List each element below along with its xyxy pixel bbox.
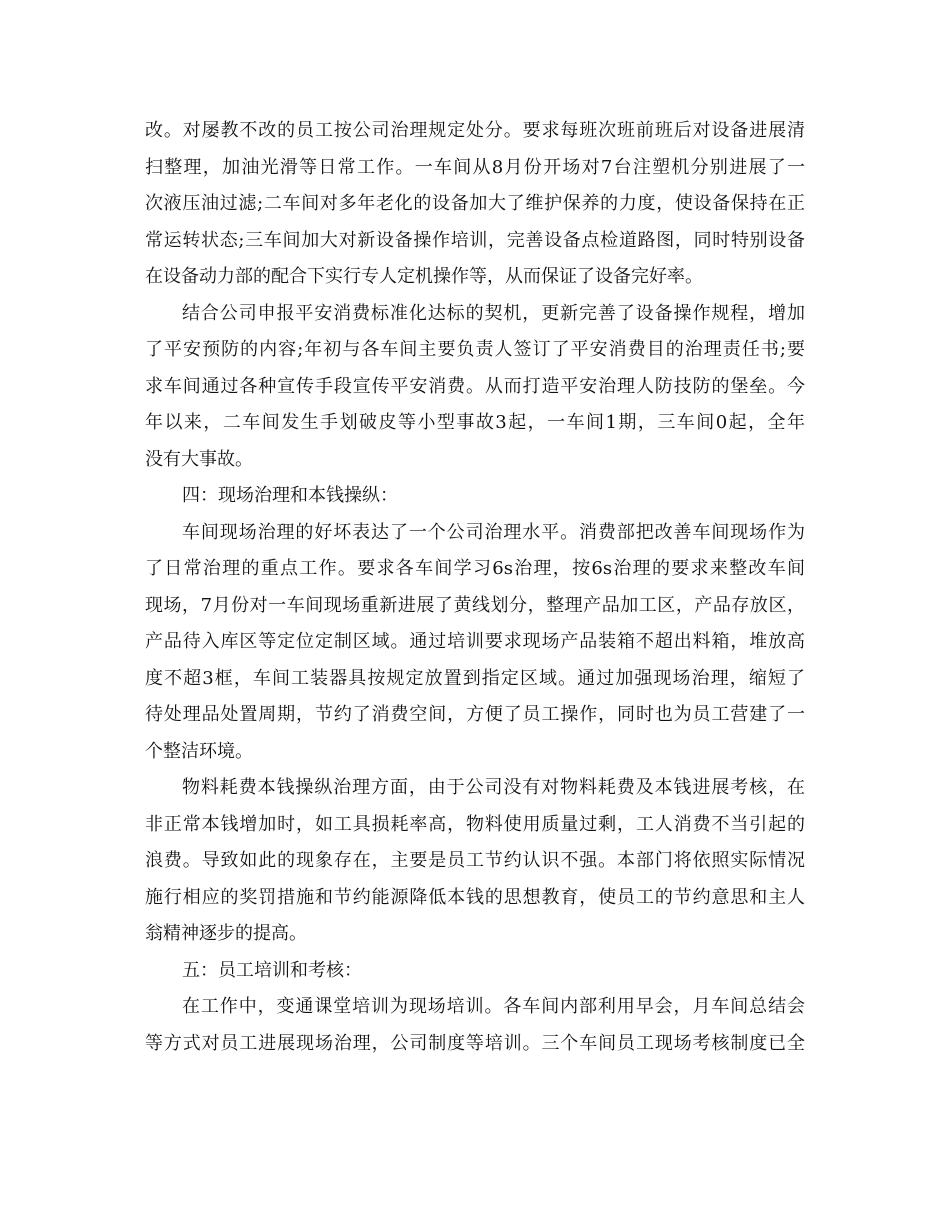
text-line: 翁精神逐步的提高。 bbox=[145, 923, 307, 944]
document-page bbox=[145, 113, 805, 1062]
text-line: 非正常本钱增加时，如工具损耗率高，物料使用质量过剩，工人消费不当引起的 bbox=[145, 813, 805, 835]
text-line: 改。对屡教不改的员工按公司治理规定处分。要求每班次班前班后对设备进展清 bbox=[145, 120, 805, 141]
text-line: 浪费。导致如此的现象存在，主要是员工节约认识不强。本部门将依照实际情况 bbox=[145, 850, 805, 871]
paragraph-start-line: 结合公司申报平安消费标准化达标的契机，更新完善了设备操作规程，增加 bbox=[182, 302, 805, 324]
text-line: 了日常治理的重点工作。要求各车间学习6s治理，按6s治理的要求来整改车间 bbox=[145, 558, 805, 579]
paragraph-start-line: 车间现场治理的好坏表达了一个公司治理水平。消费部把改善车间现场作为 bbox=[182, 521, 805, 543]
text-line: 常运转状态;三车间加大对新设备操作培训，完善设备点检道路图，同时特别设备 bbox=[145, 229, 805, 251]
text-line: 待处理品处置周期，节约了消费空间，方便了员工操作，同时也为员工营建了一 bbox=[145, 704, 805, 725]
text-line: 度不超3框，车间工装器具按规定放置到指定区域。通过加强现场治理，缩短了 bbox=[145, 667, 805, 689]
paragraph-start-line: 在工作中，变通课堂培训为现场培训。各车间内部利用早会，月车间总结会 bbox=[182, 996, 805, 1017]
text-line: 产品待入库区等定位定制区域。通过培训要求现场产品装箱不超出料箱，堆放高 bbox=[145, 631, 805, 652]
text-line: 个整洁环境。 bbox=[145, 740, 253, 762]
paragraph-start-line: 物料耗费本钱操纵治理方面，由于公司没有对物料耗费及本钱进展考核，在 bbox=[182, 777, 805, 798]
text-line: 在设备动力部的配合下实行专人定机操作等，从而保证了设备完好率。 bbox=[145, 266, 703, 287]
text-line: 等方式对员工进展现场治理，公司制度等培训。三个车间员工现场考核制度已全 bbox=[145, 1032, 805, 1054]
text-line: 没有大事故。 bbox=[145, 448, 253, 470]
text-line: 求车间通过各种宣传手段宣传平安消费。从而打造平安治理人防技防的堡垒。今 bbox=[145, 375, 805, 397]
text-line: 施行相应的奖罚措施和节约能源降低本钱的思想教育，使员工的节约意思和主人 bbox=[145, 886, 805, 908]
text-line: 了平安预防的内容;年初与各车间主要负责人签订了平安消费目的治理责任书;要 bbox=[145, 339, 805, 360]
text-line: 年以来，二车间发生手划破皮等小型事故3起，一车间1期，三车间0起，全年 bbox=[145, 412, 805, 433]
text-line: 扫整理，加油光滑等日常工作。一车间从8月份开场对7台注塑机分别进展了一 bbox=[145, 156, 805, 178]
section-heading: 五：员工培训和考核： bbox=[182, 959, 362, 981]
section-heading: 四：现场治理和本钱操纵： bbox=[182, 485, 398, 506]
text-line: 现场，7月份对一车间现场重新进展了黄线划分，整理产品加工区，产品存放区， bbox=[145, 594, 805, 616]
text-line: 次液压油过滤;二车间对多年老化的设备加大了维护保养的力度，使设备保持在正 bbox=[145, 193, 805, 214]
